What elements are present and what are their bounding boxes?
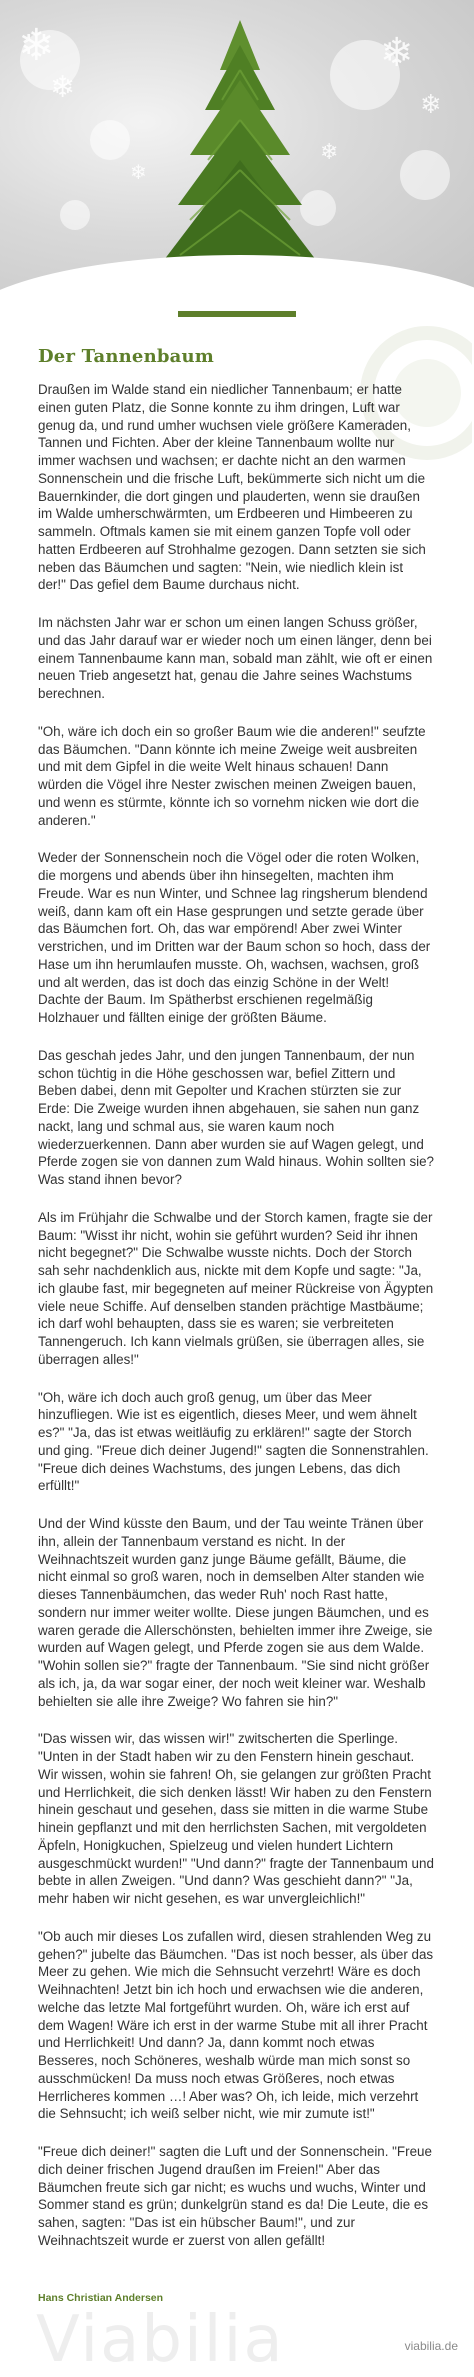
story-paragraph: "Oh, wäre ich doch ein so großer Baum wie die anderen!" seufzte das Bäumchen. "Dann könnte ich meine Zweige weit ausbreiten und mit dem Gipfel in die weite Welt hinaus schauen! Dann würden die Vögel ihre Nester zwischen meinen Zweigen bauen, und wenn es stürmte, könnte ich so vornehm nicken wie dort die anderen." bbox=[38, 723, 426, 828]
brand-logo: Viabilia bbox=[36, 2303, 285, 2377]
snowflake-icon: ❄ bbox=[18, 20, 55, 71]
story-paragraph: Das geschah jedes Jahr, und den jungen Tannenbaum, der nun schon tüchtig in die Höhe geschossen war, befiel Zittern und Beben dabei, denn mit Gepolter und Krachen stürzten sie zur Erde: Die Zweige wurden ihnen abgehauen, sie sahen nun ganz nackt, lang und schmal aus, sie waren kaum noch wiederzuerkennen. Dann aber wurden sie auf Wagen gelegt, und Pferde zogen sie von dannen zum Wald hinaus. Wohin sollten sie? Was stand ihnen bevor? bbox=[38, 1047, 435, 1187]
snowflake-icon: ❄ bbox=[420, 90, 442, 120]
story-paragraph: Draußen im Walde stand ein niedlicher Tannenbaum; er hatte einen guten Platz, die Sonne konnte zu ihm dringen, Luft war genug da, und rund umher wuchsen viele größere Kameraden, Tannen und Fichten. Aber der kleine Tannenbaum wollte nur immer wachsen und wachsen; er dachte nicht an den warmen Sonnenschein und die frische Luft, bekümmerte sich nicht um die Bauernkinder, die dort gingen und plauderten, wenn sie draußen im Walde umherschwärmten, um Erdbeeren und Himbeeren zu sammeln. Oftmals kamen sie mit einem ganzen Topfe voll oder hatten Erdbeeren auf Strohhalme gezogen. Dann setzten sie sich neben das Bäumchen und sagten: "Nein, wie niedlich klein ist der!" Das gefiel dem Baume durchaus nicht. bbox=[38, 382, 426, 593]
snowflake-icon: ❄ bbox=[320, 140, 339, 165]
header-image bbox=[0, 0, 474, 305]
story-paragraph: Als im Frühjahr die Schwalbe und der Storch kamen, fragte sie der Baum: "Wisst ihr nicht, wohin sie geführt wurden? Seid ihr ihnen nicht begegnet?" Die Schwalbe wusste nichts. Doch der Storch sah sehr nachdenklich aus, nickte mit dem Kopfe und sagte: "Ja, ich glaube fast, mir begegneten auf meiner Rückreise von Ägypten viele neue Schiffe. Auf denselben standen prächtige Mastbäume; ich darf wohl behaupten, dass sie es waren; sie verbreiteten Tannengeruch. Ich kann vielmals grüßen, sie überragen alles, sie überragen alles!" bbox=[38, 1209, 434, 1367]
story-paragraph: Und der Wind küsste den Baum, und der Tau weinte Tränen über ihn, allein der Tannenbaum verstand es nicht. In der Weihnachtszeit wurden ganz junge Bäume gefällt, Bäume, die nicht einmal so groß waren, noch in demselben Alter standen wie dieses Tannenbäumchen, das weder Ruh' noch Rast hatte, sondern nur immer weiter wollte. Diese jungen Bäumchen, und es waren gerade die Allerschönsten, behielten immer ihre Zweige, sie wurden auf Wagen gelegt, und Pferde zogen sie aus dem Walde. "Wohin sollen sie?" fragte der Tannenbaum. "Sie sind nicht größer als ich, ja, da war sogar einer, der noch weit kleiner war. Weshalb behielten sie alle ihre Zweige? Wo fahren sie hin?" bbox=[38, 1516, 433, 1709]
author-name: Hans Christian Andersen bbox=[38, 2292, 164, 2304]
snowflake-icon: ❄ bbox=[50, 70, 76, 105]
story-paragraph: "Ob auch mir dieses Los zufallen wird, diesen strahlenden Weg zu gehen?" jubelte das Bäumchen. "Das ist noch besser, als über das Meer zu gehen. Wie mich die Sehnsucht verzehrt! Wäre es doch Weihnachten! Jetzt bin ich hoch und erwachsen wie die anderen, welche das letzte Mal fortgeführt wurden. Oh, wäre ich erst auf dem Wagen! Wäre ich erst in der warme Stube mit all ihrer Pracht und Herrlichkeit! Und dann? Ja, dann kommt noch etwas Besseres, noch Schöneres, weshalb würde man mich sonst so ausschmücken! Da muss noch etwas Größeres, noch etwas Herrlicheres kommen …! Aber was? Oh, ich leide, mich verzehrt die Sehnsucht; ich weiß selber nicht, wie mir zumute ist!" bbox=[38, 1928, 434, 2122]
title-divider bbox=[178, 311, 296, 317]
story-body bbox=[38, 381, 434, 2270]
story-paragraph: "Freue dich deiner!" sagten die Luft und der Sonnenschein. "Freue dich deiner frischen Jugend draußen im Freien!" Aber das Bäumchen freute sich gar nicht; es wuchs und wuchs, Winter und Sommer stand es grün; dunkelgrün stand es da! Die Leute, die es sahen, sagten: "Das ist ein hübscher Baum!", und zur Weihnachtszeit wurde er zuerst von allen gefällt! bbox=[38, 2144, 432, 2248]
bokeh-light bbox=[60, 200, 90, 230]
snow-hill bbox=[0, 255, 474, 305]
snowflake-icon: ❄ bbox=[130, 160, 147, 184]
site-link[interactable]: viabilia.de bbox=[404, 2339, 458, 2353]
bokeh-light bbox=[400, 150, 450, 200]
story-paragraph: Weder der Sonnenschein noch die Vögel oder die roten Wolken, die morgens und abends über ihn hinsegelten, machten ihm Freude. War es nun Winter, und Schnee lag ringsherum blendend weiß, dann kam oft ein Hase gesprungen und setzte gerade über das Bäumchen fort. Oh, das war empörend! Aber zwei Winter verstrichen, und im Dritten war der Baum schon so hoch, dass der Hase um ihn herumlaufen musste. Oh, wachsen, wachsen, groß und alt werden, das ist doch das einzig Schöne in der Welt! Dachte der Baum. Im Spätherbst erschienen regelmäßig Holzhauer und fällten einige der größten Bäume. bbox=[38, 850, 431, 1025]
snowflake-icon: ❄ bbox=[380, 30, 414, 76]
story-paragraph: Im nächsten Jahr war er schon um einen langen Schuss größer, und das Jahr darauf war er wieder noch um einen länger, denn bei einem Tannenbaume kann man, sobald man zählt, wie oft er einen neuen Trieb angesetzt hat, genau die Jahre seines Wachstums berechnen. bbox=[38, 615, 433, 701]
story-title: Der Tannenbaum bbox=[38, 346, 215, 367]
bokeh-light bbox=[90, 120, 130, 160]
story-paragraph: "Das wissen wir, das wissen wir!" zwitscherten die Sperlinge. "Unten in der Stadt haben wir zu den Fenstern hinein geschaut. Wir wissen, wohin sie fahren! Oh, sie gelangen zur größten Pracht und Herrlichkeit, die sich denken lässt! Wir haben zu den Fenstern hinein geschaut und gesehen, dass sie mitten in die warme Stube hinein gepflanzt und mit den herrlichsten Sachen, mit vergoldeten Äpfeln, Honigkuchen, Spielzeug und vielen hundert Lichtern ausgeschmückt wurden!" "Und dann?" fragte der Tannenbaum und bebte in allen Zweigen. "Und dann? Was geschieht dann?" "Ja, mehr haben wir nicht gesehen, es war unvergleichlich!" bbox=[38, 1731, 434, 1906]
story-paragraph: "Oh, wäre ich doch auch groß genug, um über das Meer hinzufliegen. Wie ist es eigentlich, dieses Meer, und wem ähnelt es?" "Ja, das ist etwas weitläufig zu erklären!" sagte der Storch und ging. "Freue dich deiner Jugend!" sagten die Sonnenstrahlen. "Freue dich deines Wachstums, des jungen Lebens, das dich erfüllt!" bbox=[38, 1389, 429, 1494]
